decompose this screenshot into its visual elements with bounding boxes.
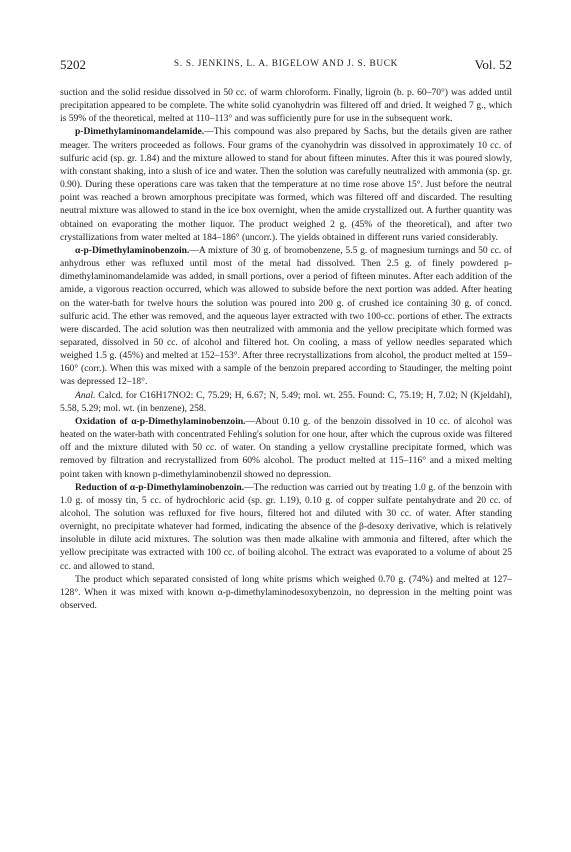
article-body xyxy=(60,86,512,612)
paragraph-mandelamide xyxy=(60,125,512,243)
volume-label: Vol. 52 xyxy=(474,57,512,72)
paragraph-product xyxy=(60,573,512,612)
section-heading-reduction: Reduction of α-p-Dimethylaminobenzoin. xyxy=(75,481,245,493)
paragraph-text: The product which separated consisted of long white prisms which weighed 0.70 g. (74%) and melted at 127–128°. When it was mixed with known α-p-dimethylaminodesoxybenzoin, no depression in the melting point was observed. xyxy=(60,573,512,612)
paragraph-benzoin-preparation xyxy=(60,244,512,389)
paragraph-cyanohydrin-continuation xyxy=(60,86,512,125)
section-heading-oxidation: Oxidation of α-p-Dimethylaminobenzoin. xyxy=(75,415,246,427)
paragraph-text: —This compound was also prepared by Sachs, but the details given are rather meager. The writers proceeded as follows. Four grams of the cyanohydrin was dissolved in approximately 10 cc. of sulfuric acid (sp. gr. 1.84) and the mixture allowed to stand for about fifteen minutes. After this it was poured slowly, with constant shaking, into a slush of ice and water. Then the solution was carefully neutralized with ammonia (sp. gr. 0.90). During these operations care was taken that the temperature at no time rose above 15°. Just before the neutral point was reached a brown amorphous precipitate was formed, which was filtered off and discarded. The resulting neutral mixture was allowed to stand in the ice box overnight, when the amide crystallized out. A further quantity was obtained on evaporating the mother liquor. The product weighed 2 g. (45% of the theoretical), and after two crystallizations from water melted at 184–186° (uncorr.). The yields obtained in different runs varied considerably. xyxy=(60,126,512,243)
paragraph-text: —The reduction was carried out by treating 1.0 g. of the benzoin with 1.0 g. of mossy tin, 5 cc. of hydrochloric acid (sp. gr. 1.19), 0.10 g. of copper sulfate pentahydrate and 20 cc. of alcohol. The solution was refluxed for five hours, filtered hot and diluted with 30 cc. of water. After standing overnight, no precipitate whatever had formed, indicating the absence of the β-desoxy derivative, which is relatively insoluble in dilute acid mixtures. The solution was then made alkaline with ammonia and filtered, after which the yellow precipitate was extracted with 100 cc. of boiling alcohol. The extract was evaporated to a volume of about 25 cc. and allowed to stand. xyxy=(60,481,512,572)
paragraph-text: —About 0.10 g. of the benzoin dissolved in 10 cc. of alcohol was heated on the water-bath with concentrated Fehling's solution for one hour, after which the cuprous oxide was filtered off and the mixture diluted with 50 cc. of water. On standing a yellow crystalline precipitate formed, which was removed by filtration and recrystallized from 60% alcohol. The product melted at 115–116° and a mixed melting point taken with known p-dimethylaminobenzil showed no depression. xyxy=(60,415,513,480)
paragraph-text: Calcd. for C16H17NO2: C, 75.29; H, 6.67; N, 5.49; mol. wt. 255. Found: C, 75.19; H, 7.02; N (Kjeldahl), 5.58, 5.29; mol. wt. (in benzene), 258. xyxy=(60,389,512,414)
paragraph-analysis xyxy=(60,389,512,415)
running-header xyxy=(60,57,512,73)
section-heading-mandelamide: p-Dimethylaminomandelamide. xyxy=(75,126,205,138)
running-header-authors: S. S. JENKINS, L. A. BIGELOW AND J. S. BUCK xyxy=(173,59,399,69)
section-heading-benzoin: α-p-Dimethylaminobenzoin. xyxy=(75,244,190,256)
paragraph-text: suction and the solid residue dissolved in 50 cc. of warm chloroform. Finally, ligroin (b. p. 60–70°) was added until precipitation appeared to be complete. The white solid cyanohydrin was filtered off and dried. It weighed 7 g., which is 59% of the theoretical, melted at 110–113° and was sufficiently pure for use in the subsequent work. xyxy=(60,87,512,125)
paragraph-reduction xyxy=(60,481,512,573)
paragraph-oxidation xyxy=(60,415,512,481)
page-number: 5202 xyxy=(60,57,86,72)
paragraph-text: —A mixture of 30 g. of bromobenzene, 5.5 g. of magnesium turnings and 50 cc. of anhydrous ether was refluxed until most of the metal had dissolved. Then 2.5 g. of finely powdered p-dimethylaminomandelamide was added, in small portions, over a period of fifteen minutes. After each addition of the amide, a vigorous reaction occurred, which was allowed to subside before the next portion was added. After heating on the water-bath for twelve hours the solution was poured into 200 g. of crushed ice containing 30 g. of concd. sulfuric acid. The ether was removed, and the aqueous layer extracted with two 100-cc. portions of ether. The extracts were discarded. The acid solution was then neutralized with ammonia and the yellow precipitate which formed was separated, dissolved in 50 cc. of alcohol and filtered hot. On cooling, a mass of yellow needles separated which weighed 1.5 g. (45%) and melted at 152–153°. After three recrystallizations from alcohol, the product melted at 159–160° (corr.). When this was mixed with a sample of the benzoin prepared according to Staudinger, the melting point was depressed 12–18°. xyxy=(60,244,512,388)
analysis-label: Anal. xyxy=(75,389,96,401)
